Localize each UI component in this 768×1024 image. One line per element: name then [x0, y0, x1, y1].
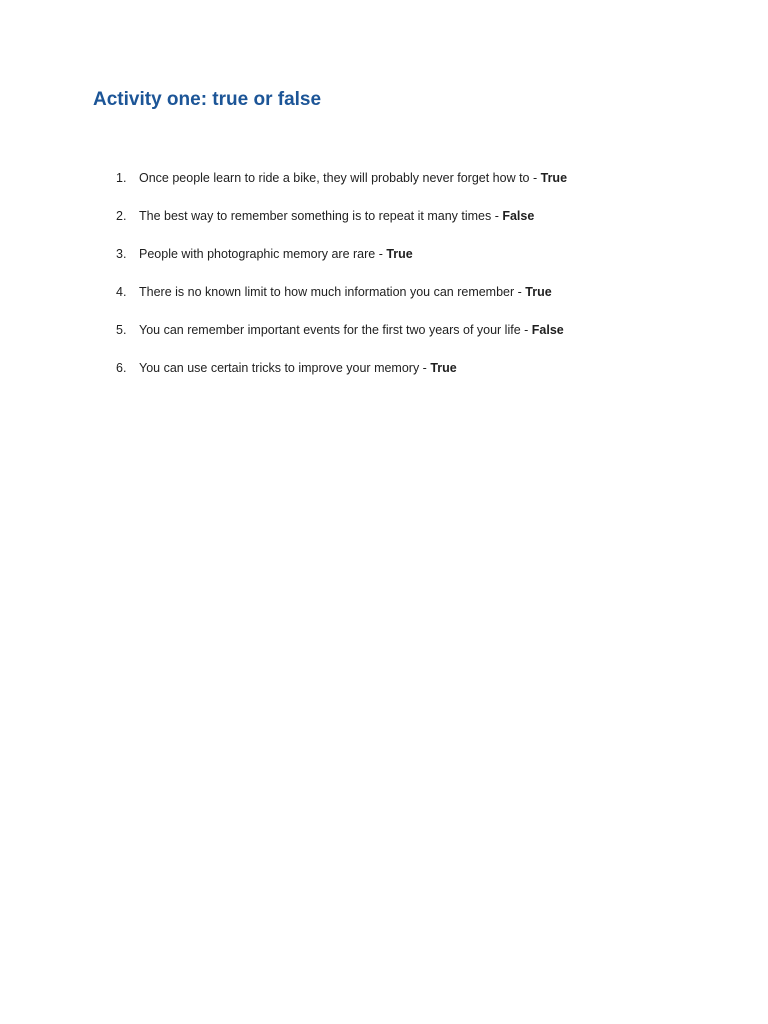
item-answer: False: [502, 209, 535, 223]
item-answer: True: [525, 285, 552, 299]
list-item: [0, 280, 768, 318]
item-text: [139, 204, 534, 228]
item-number: 5.: [116, 323, 127, 337]
statement-list: [0, 166, 768, 394]
list-item: [0, 166, 768, 204]
item-number: 6.: [116, 361, 127, 375]
item-statement: You can remember important events for the first two years of your life -: [139, 323, 532, 337]
item-answer: True: [540, 171, 568, 185]
item-number: 4.: [116, 285, 127, 299]
item-statement: Once people learn to ride a bike, they will probably never forget how to -: [139, 171, 541, 185]
item-number: 2.: [116, 209, 127, 223]
page-title: Activity one: true or false: [93, 89, 322, 110]
item-number: 3.: [116, 247, 127, 261]
list-item: [0, 356, 768, 394]
item-text: [139, 356, 457, 380]
list-item: [0, 318, 768, 356]
list-item: [0, 242, 768, 280]
item-answer: True: [430, 361, 457, 375]
item-answer: False: [531, 323, 564, 337]
item-text: [139, 166, 567, 190]
item-statement: People with photographic memory are rare -: [139, 247, 387, 261]
item-number: 1.: [116, 171, 127, 185]
item-answer: True: [386, 247, 413, 261]
item-text: [139, 280, 552, 304]
item-statement: There is no known limit to how much information you can remember -: [139, 285, 526, 299]
item-statement: You can use certain tricks to improve your memory -: [139, 361, 431, 375]
item-text: [139, 242, 413, 266]
list-item: [0, 204, 768, 242]
item-statement: The best way to remember something is to repeat it many times -: [139, 209, 503, 223]
item-text: [139, 318, 564, 342]
